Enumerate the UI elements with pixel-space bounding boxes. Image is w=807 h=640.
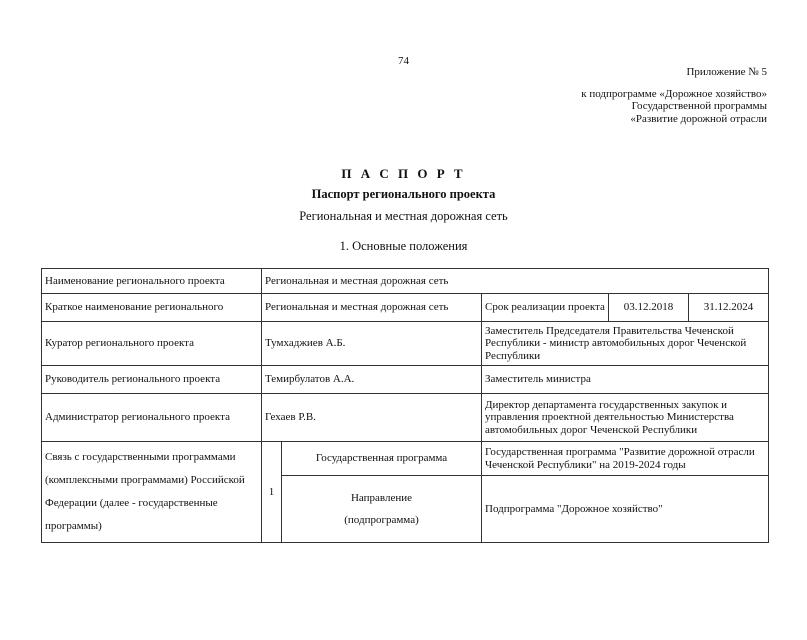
appendix-line-1: к подпрограмме «Дорожное хозяйство» — [581, 87, 767, 100]
end-date: 31.12.2024 — [689, 294, 769, 322]
gp-value: Государственная программа "Развитие дорожной отрасли Чеченской Республики" на 2019-2024 годы — [482, 442, 769, 476]
program-number: 1 — [262, 442, 282, 543]
row-label: Наименование регионального проекта — [42, 269, 262, 294]
table-row — [42, 322, 769, 366]
appendix-line-2: Государственной программы — [631, 100, 767, 112]
direction-cell — [282, 476, 482, 543]
table-row — [42, 269, 769, 294]
leader-name: Темирбулатов А.А. — [262, 366, 482, 394]
row-label: Краткое наименование регионального — [42, 294, 262, 322]
project-name: Региональная и местная дорожная сеть — [299, 209, 508, 223]
row-label: Администратор регионального проекта — [42, 394, 262, 442]
table-row — [42, 294, 769, 322]
curator-position: Заместитель Председателя Правительства Чеченской Республики - министр автомобильных дорог Чеченской Республики — [482, 322, 769, 366]
direction-value: Подпрограмма "Дорожное хозяйство" — [482, 476, 769, 543]
direction-sublabel: (подпрограмма) — [344, 514, 419, 526]
section-title: 1. Основные положения — [339, 239, 468, 253]
passport-table — [41, 268, 769, 543]
row-label: Руководитель регионального проекта — [42, 366, 262, 394]
leader-position: Заместитель министра — [482, 366, 769, 394]
row-value: Региональная и местная дорожная сеть — [262, 294, 482, 322]
row-label: Связь с государственными программами (комплексными программами) Российской Федерации (далее - государственные программы) — [42, 442, 262, 543]
table-row — [42, 366, 769, 394]
passport-subtitle: Паспорт регионального проекта — [311, 187, 496, 201]
start-date: 03.12.2018 — [609, 294, 689, 322]
period-label: Срок реализации проекта — [482, 294, 609, 322]
passport-heading: П А С П О Р Т — [341, 166, 466, 181]
gp-label: Государственная программа — [282, 442, 482, 476]
appendix-line-3: «Развитие дорожной отрасли — [630, 112, 767, 125]
table-row — [42, 442, 769, 476]
page-number: 74 — [398, 55, 409, 67]
appendix-title: Приложение № 5 — [686, 66, 767, 78]
row-value: Региональная и местная дорожная сеть — [262, 269, 769, 294]
appendix-block — [581, 66, 767, 125]
direction-label: Направление — [350, 492, 413, 504]
curator-name: Тумхаджиев А.Б. — [262, 322, 482, 366]
table-row — [42, 394, 769, 442]
row-label: Куратор регионального проекта — [42, 322, 262, 366]
admin-name: Гехаев Р.В. — [262, 394, 482, 442]
admin-position: Директор департамента государственных закупок и управления проектной деятельностью Министерства автомобильных дорог Чеченской Республики — [482, 394, 769, 442]
